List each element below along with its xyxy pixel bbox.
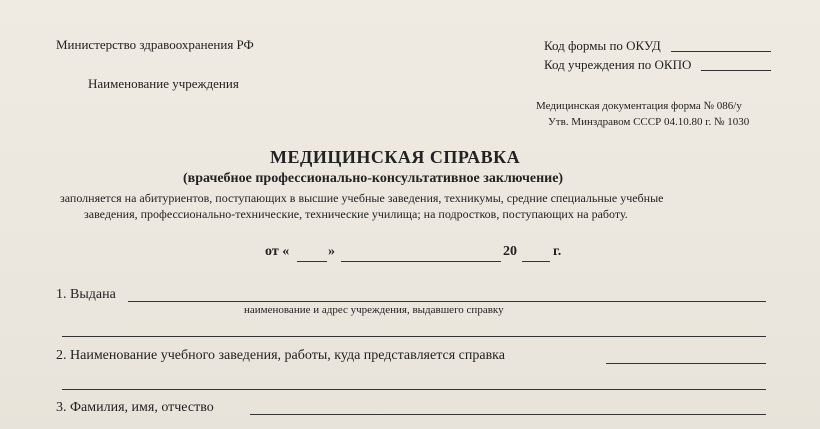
field-issued-line-2[interactable] [62, 336, 766, 337]
okpo-line [701, 70, 771, 71]
field-issued-caption: наименование и адрес учреждения, выдавшего справку [244, 304, 504, 316]
institution-name-label: Наименование учреждения [88, 76, 239, 91]
field-institution-line-2[interactable] [62, 389, 766, 390]
date-year-line [522, 261, 550, 262]
field-institution-label: 2. Наименование учебного заведения, работы, куда представляется справка [56, 348, 505, 363]
okpo-label: Код учреждения по ОКПО [544, 57, 692, 72]
page-title: МЕДИЦИНСКАЯ СПРАВКА [270, 147, 521, 167]
date-year-suffix: г. [553, 244, 562, 259]
ministry-label: Министерство здравоохранения РФ [56, 37, 254, 52]
form-number: Медицинская документация форма № 086/у [536, 100, 742, 112]
date-from-label: от « [265, 244, 290, 259]
description-line-2: заведения, профессионально-технические, технические училища; на подростков, поступающих на работу. [84, 207, 628, 221]
field-issued-line[interactable] [128, 301, 766, 302]
page-subtitle: (врачебное профессионально-консультативное заключение) [183, 171, 564, 186]
field-issued-label: 1. Выдана [56, 287, 116, 302]
field-fullname-line[interactable] [250, 414, 766, 415]
date-close-quote: » [328, 244, 335, 259]
field-fullname-label: 3. Фамилия, имя, отчество [56, 400, 214, 415]
description-line-1: заполняется на абитуриентов, поступающих в высшие учебные заведения, техникумы, средние специальные учебные [60, 191, 664, 205]
date-day-line [297, 261, 327, 262]
okud-label: Код формы по ОКУД [544, 38, 661, 53]
date-month-line [341, 261, 501, 262]
field-institution-line[interactable] [606, 363, 766, 364]
okud-line [671, 51, 771, 52]
approval-note: Утв. Минздравом СССР 04.10.80 г. № 1030 [548, 116, 750, 128]
date-year-prefix: 20 [503, 244, 517, 259]
